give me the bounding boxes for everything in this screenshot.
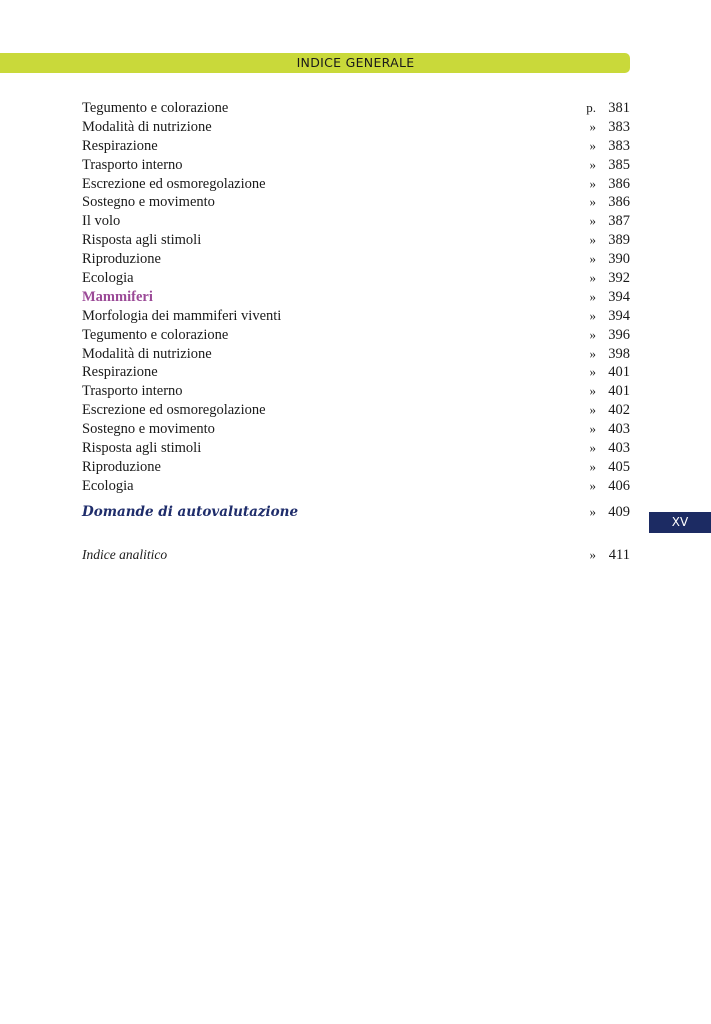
toc-entry-label: Morfologia dei mammiferi viventi [82,307,282,324]
toc-entry-label: Respirazione [82,364,158,381]
toc-self-evaluation-row[interactable] [82,503,630,522]
toc-page-marker: » [589,440,596,456]
toc-page-marker: » [589,213,596,229]
toc-entry-label: Ecologia [82,270,134,287]
toc-row[interactable] [82,307,630,326]
page-title [0,53,711,73]
page-number-tab: XV [649,512,711,533]
toc-row[interactable] [82,269,630,288]
toc-page-number: 396 [608,326,630,343]
toc-row[interactable] [82,175,630,194]
toc-row[interactable] [82,231,630,250]
toc-page-marker: » [589,421,596,437]
toc-page-number: 392 [608,270,630,287]
toc-entry-label: Tegumento e colorazione [82,326,229,343]
toc-page-number: 406 [608,477,630,494]
toc-entry-label: Ecologia [82,477,134,494]
toc-row[interactable] [82,118,630,137]
toc-row[interactable] [82,212,630,231]
toc-row[interactable] [82,326,630,345]
toc-page-marker: » [589,383,596,399]
toc-page-number: 394 [608,288,630,305]
toc-self-evaluation-heading: Domande di autovalutazione [82,503,299,520]
toc-entry-label: Trasporto interno [82,156,183,173]
toc-page-number: 394 [608,307,630,324]
toc-page-number: 386 [608,175,630,192]
toc-page-number: 381 [608,100,630,116]
toc-page-marker: » [589,402,596,418]
toc-page-marker: » [589,364,596,380]
toc-section-heading: Mammiferi [82,288,153,305]
toc-page-number: 411 [608,546,630,563]
toc-entry-label: Escrezione ed osmoregolazione [82,402,266,419]
toc-page-number: 383 [608,137,630,154]
page-title-text: INDICE GENERALE [296,55,415,70]
toc-row[interactable] [82,137,630,156]
toc-page-number: 403 [608,440,630,457]
toc-row[interactable] [82,477,630,496]
toc-section-row[interactable] [82,288,630,307]
toc-entry-label: Risposta agli stimoli [82,440,202,457]
toc-page-number: 385 [608,156,630,173]
toc-entry-label: Modalità di nutrizione [82,118,212,135]
toc-entry-label: Risposta agli stimoli [82,232,202,249]
toc-entry-label: Riproduzione [82,251,161,268]
toc-row[interactable] [82,363,630,382]
toc-page-marker: p. [586,100,596,115]
toc-index-row[interactable] [82,546,630,565]
toc-page-marker: » [589,458,596,474]
toc-page-marker: » [589,175,596,191]
toc-page-marker: » [589,288,596,304]
toc-page-marker: » [589,118,596,134]
toc-page-marker: » [589,270,596,286]
toc-row[interactable] [82,156,630,175]
toc-row[interactable] [82,99,630,118]
table-of-contents [82,99,630,564]
toc-row[interactable] [82,250,630,269]
toc-page-marker: » [589,194,596,210]
toc-page-marker: » [589,546,596,562]
toc-page-number: 398 [608,345,630,362]
toc-row[interactable] [82,401,630,420]
toc-page-marker: » [589,232,596,248]
toc-page-number: 390 [608,251,630,268]
toc-entry-label: Sostegno e movimento [82,421,215,438]
toc-page-marker: » [589,307,596,323]
toc-entry-label: Tegumento e colorazione [82,100,229,116]
toc-entry-label: Trasporto interno [82,383,183,400]
toc-page-number: 405 [608,458,630,475]
toc-page-marker: » [589,137,596,153]
toc-row[interactable] [82,382,630,401]
toc-page-number: 402 [608,402,630,419]
toc-page-number: 401 [608,364,630,381]
toc-page-marker: » [589,477,596,493]
toc-row[interactable] [82,458,630,477]
toc-page-number: 403 [608,421,630,438]
toc-entry-label: Escrezione ed osmoregolazione [82,175,266,192]
toc-entry-label: Respirazione [82,137,158,154]
toc-entry-label: Riproduzione [82,458,161,475]
toc-page-marker: » [589,503,596,519]
toc-row[interactable] [82,193,630,212]
toc-row[interactable] [82,439,630,458]
toc-page-number: 389 [608,232,630,249]
toc-page-number: 401 [608,383,630,400]
toc-page-number: 383 [608,118,630,135]
toc-page-number: 386 [608,194,630,211]
toc-row[interactable] [82,345,630,364]
toc-page-marker: » [589,251,596,267]
toc-index-label: Indice analitico [82,546,168,562]
toc-entry-label: Sostegno e movimento [82,194,215,211]
toc-entry-label: Modalità di nutrizione [82,345,212,362]
toc-entry-label: Il volo [82,213,121,230]
toc-page-marker: » [589,156,596,172]
toc-page-marker: » [589,326,596,342]
toc-row[interactable] [82,420,630,439]
toc-page-number: 409 [608,503,630,520]
toc-page-marker: » [589,345,596,361]
toc-page-number: 387 [608,213,630,230]
